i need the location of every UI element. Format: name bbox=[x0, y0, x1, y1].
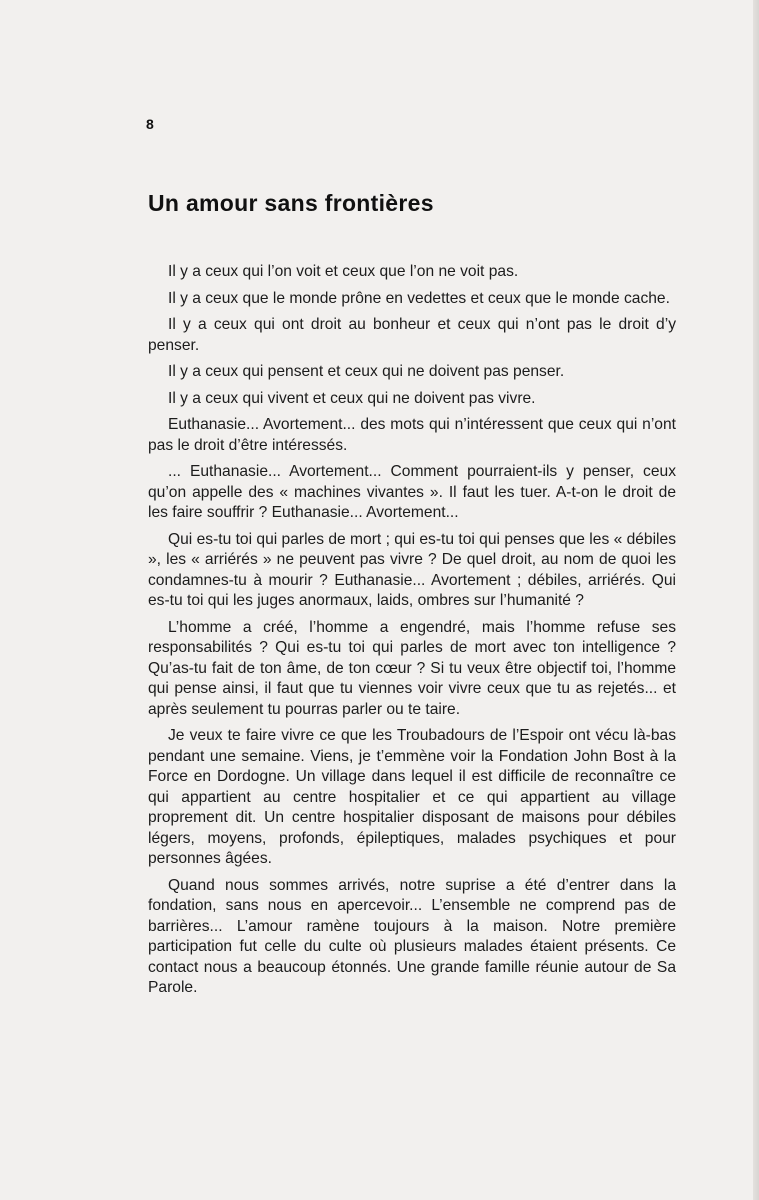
page-edge bbox=[753, 0, 759, 1200]
paragraph: Qui es-tu toi qui parles de mort ; qui es-tu toi qui penses que les « débiles », les « arriérés » ne peuvent pas vivre ? De quel droit, au nom de quoi les condamnes-tu à mourir ? Euthanasie... Avortement ; débiles, arriérés. Qui es-tu toi qui les juges anormaux, laids, ombres sur l’humanité ? bbox=[148, 530, 676, 609]
paragraph: ... Euthanasie... Avortement... Comment pourraient-ils y penser, ceux qu’on appelle des « machines vivantes ». Il faut les tuer. A-t-on le droit de les faire souffrir ? Euthanasie... Avortement... bbox=[148, 463, 676, 521]
paragraph: Il y a ceux qui pensent et ceux qui ne doivent pas penser. bbox=[168, 363, 565, 380]
paragraph: Il y a ceux qui ont droit au bonheur et ceux qui n’ont pas le droit d’y penser. bbox=[148, 316, 676, 354]
paragraph: L’homme a créé, l’homme a engendré, mais l’homme refuse ses responsabilités ? Qui es-tu toi qui parles de mort avec ton intelligence ? Qu’as-tu fait de ton âme, de ton cœur ? Si tu veux être objectif toi, l’homme qui pense ainsi, il faut que tu viennes voir vivre ceux que tu as rejetés... et après seulement tu pourras parler ou te taire. bbox=[148, 618, 676, 718]
paragraph: Euthanasie... Avortement... des mots qui n’intéressent que ceux qui n’ont pas le droit d’être intéressés. bbox=[148, 416, 676, 454]
paragraph: Quand nous sommes arrivés, notre suprise a été d’entrer dans la fondation, sans nous en apercevoir... L’ensemble ne comprend pas de barrières... L’amour ramène toujours à la maison. Notre première participation fut celle du culte où plusieurs malades étaient présents. Ce contact nous a beaucoup étonnés. Une grande famille réunie autour de Sa Parole. bbox=[148, 876, 676, 996]
article-title: Un amour sans frontières bbox=[148, 190, 434, 216]
paragraph: Il y a ceux qui l’on voit et ceux que l’on ne voit pas. bbox=[168, 263, 519, 280]
article-body bbox=[148, 262, 676, 1005]
page-number: 8 bbox=[146, 116, 154, 132]
paragraph: Il y a ceux que le monde prône en vedettes et ceux que le monde cache. bbox=[168, 289, 670, 307]
paragraph: Je veux te faire vivre ce que les Troubadours de l’Espoir ont vécu là-bas pendant une semaine. Viens, je t’emmène voir la Fondation John Bost à la Force en Dordogne. Un village dans lequel il est difficile de reconnaître ce qui appartient au centre hospitalier et ce qui appartient au village proprement dit. Un centre hospitalier disposant de maisons pour débiles légers, moyens, profonds, épileptiques, malades psychiques et pour personnes âgées. bbox=[148, 727, 676, 867]
paragraph: Il y a ceux qui vivent et ceux qui ne doivent pas vivre. bbox=[168, 389, 536, 407]
